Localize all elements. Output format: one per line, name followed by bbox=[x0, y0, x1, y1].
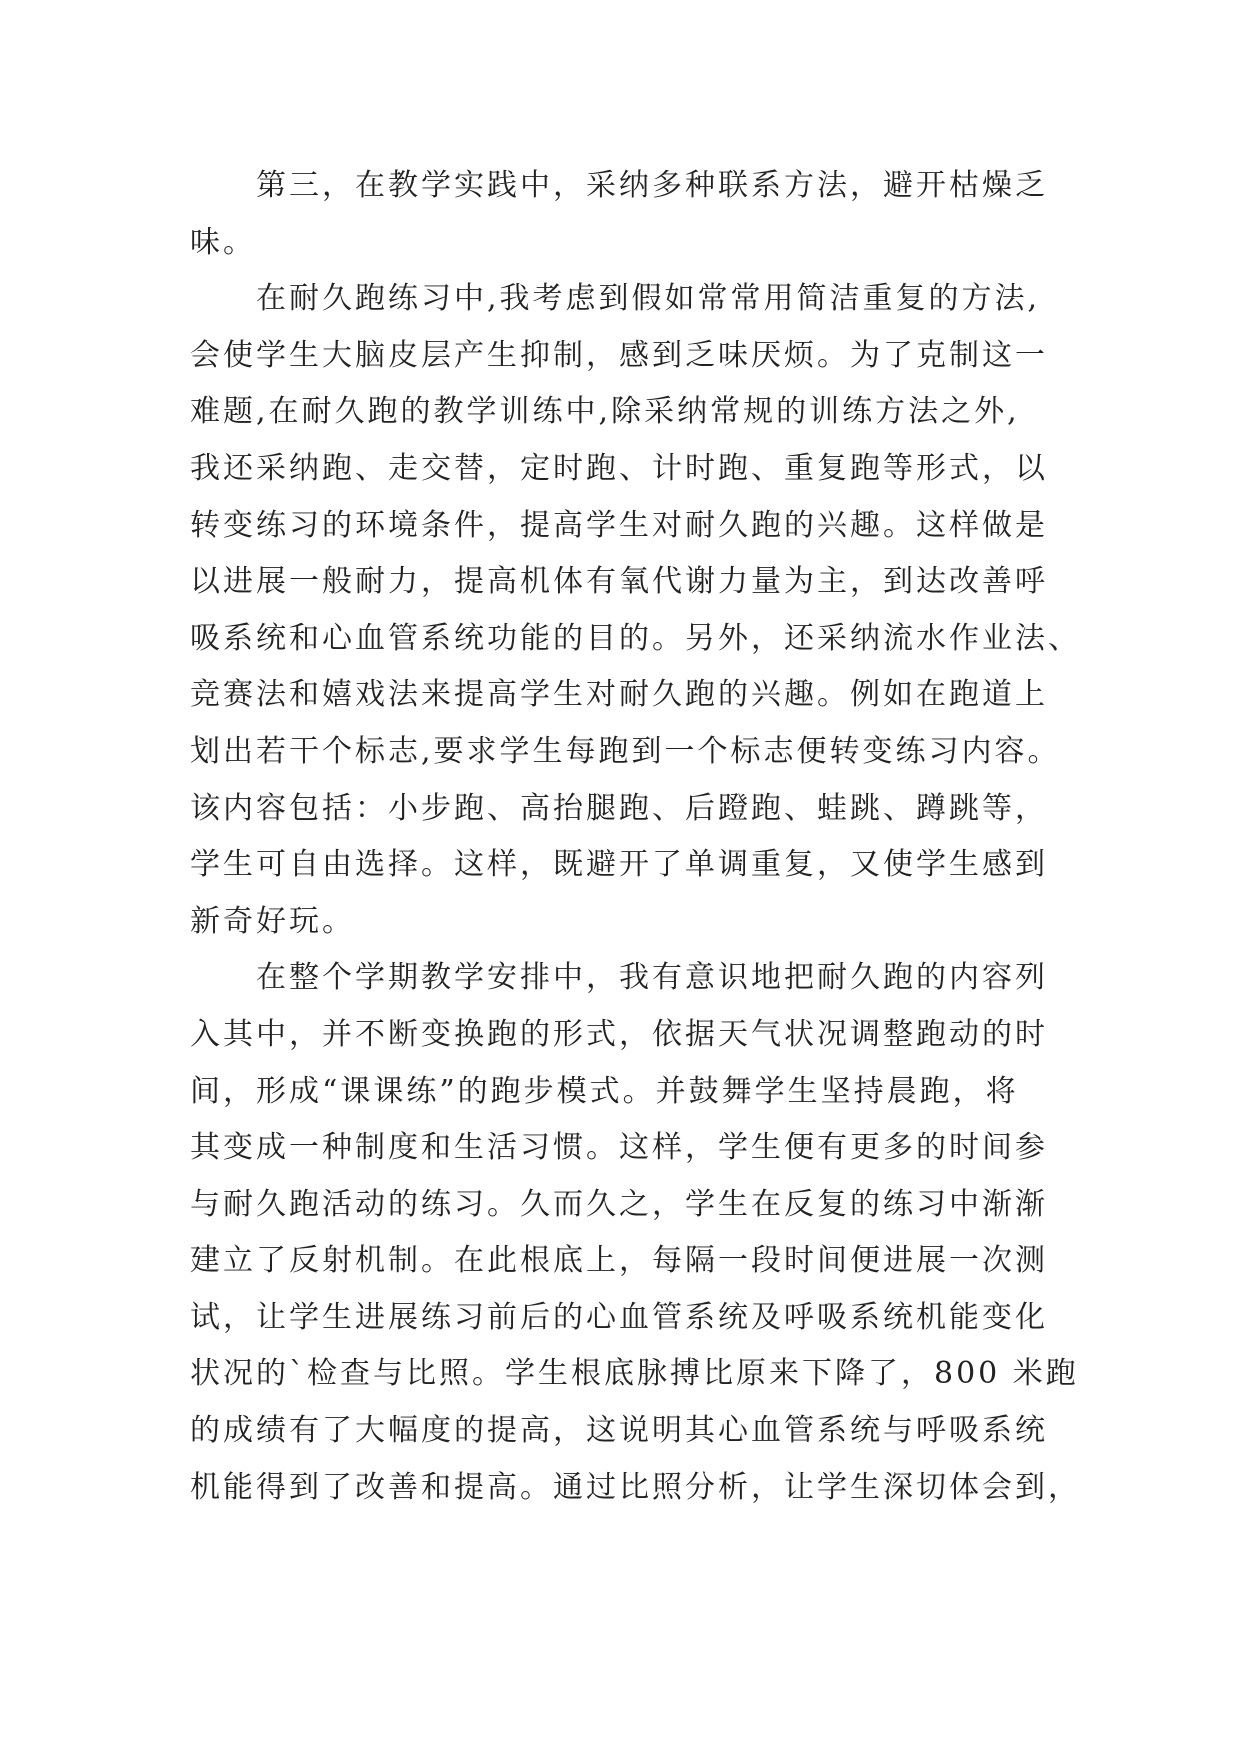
text-line: 在耐久跑练习中,我考虑到假如常常用简洁重复的方法, bbox=[256, 281, 1041, 317]
text-line: 以进展一般耐力，提高机体有氧代谢力量为主，到达改善呼 bbox=[190, 564, 1048, 600]
text-line: 吸系统和心血管系统功能的目的。另外，还采纳流水作业法、 bbox=[190, 620, 1081, 656]
text-line: 的成绩有了大幅度的提高，这说明其心血管系统与呼吸系统 bbox=[190, 1413, 1048, 1449]
text-line: 难题,在耐久跑的教学训练中,除采纳常规的训练方法之外, bbox=[190, 394, 1020, 430]
text-line: 划出若干个标志,要求学生每跑到一个标志便转变练习内容。 bbox=[190, 733, 1061, 769]
text-line: 入其中，并不断变换跑的形式，依据天气状况调整跑动的时 bbox=[190, 1016, 1048, 1052]
text-line: 间，形成“课课练”的跑步模式。并鼓舞学生坚持晨跑，将 bbox=[190, 1073, 1019, 1109]
text-line: 新奇好玩。 bbox=[190, 903, 355, 939]
text-line: 与耐久跑活动的练习。久而久之，学生在反复的练习中渐渐 bbox=[190, 1186, 1048, 1222]
text-line: 状况的`检查与比照。学生根底脉搏比原来下降了，800 米跑 bbox=[190, 1356, 1079, 1392]
text-line: 学生可自由选择。这样，既避开了单调重复，又使学生感到 bbox=[190, 847, 1048, 883]
text-line: 试，让学生进展练习前后的心血管系统及呼吸系统机能变化 bbox=[190, 1299, 1048, 1335]
text-line: 在整个学期教学安排中，我有意识地把耐久跑的内容列 bbox=[256, 960, 1048, 996]
text-line: 味。 bbox=[190, 224, 256, 260]
text-line: 会使学生大脑皮层产生抑制，感到乏味厌烦。为了克制这一 bbox=[190, 337, 1048, 373]
text-line: 我还采纳跑、走交替，定时跑、计时跑、重复跑等形式，以 bbox=[190, 450, 1048, 486]
text-line: 其变成一种制度和生活习惯。这样，学生便有更多的时间参 bbox=[190, 1130, 1048, 1166]
text-line: 竞赛法和嬉戏法来提高学生对耐久跑的兴趣。例如在跑道上 bbox=[190, 677, 1048, 713]
text-line: 该内容包括：小步跑、高抬腿跑、后蹬跑、蛙跳、蹲跳等， bbox=[190, 790, 1048, 826]
text-line: 转变练习的环境条件，提高学生对耐久跑的兴趣。这样做是 bbox=[190, 507, 1048, 543]
document-body bbox=[190, 158, 1081, 1516]
text-line: 第三，在教学实践中，采纳多种联系方法，避开枯燥乏 bbox=[256, 168, 1048, 203]
text-line: 建立了反射机制。在此根底上，每隔一段时间便进展一次测 bbox=[190, 1243, 1048, 1279]
text-line: 机能得到了改善和提高。通过比照分析，让学生深切体会到， bbox=[190, 1469, 1081, 1505]
